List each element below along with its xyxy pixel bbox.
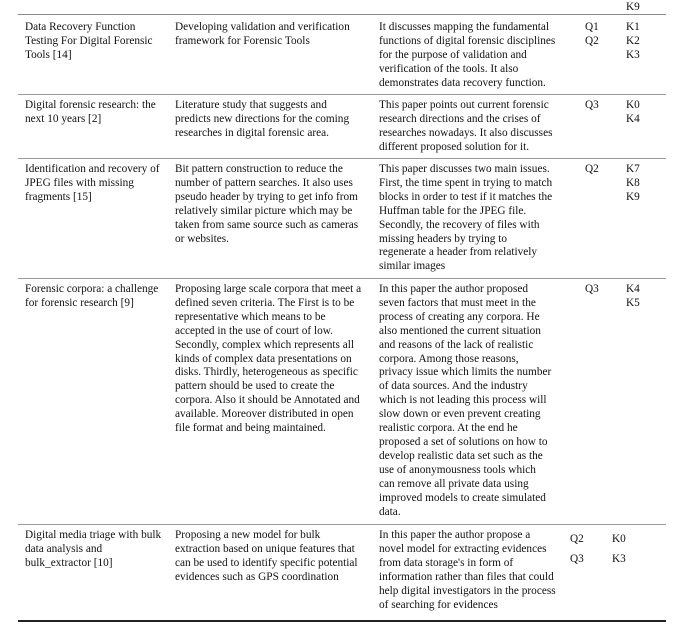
- q-codes: Q1 Q2: [585, 21, 599, 47]
- paper-title: Digital media triage with bulk data analysis and bulk_extractor [10]: [25, 529, 162, 569]
- contribution: Proposing a new model for bulk extraction based on unique features that can be used to identify specific potential evidences such as GPS coordination: [175, 529, 358, 583]
- k-codes: K7 K8 K9: [626, 163, 640, 203]
- contribution: Proposing large scale corpora that meet a defined seven criteria. The First is to be representative which means to be accepted in the use of court of low. Secondly, complex which represents all kinds of complex data presentations on disks. Thirdly, heterogeneous as specific pattern should be used to create the corpora. Also it should be Annotated and available. Moreover distributed in open file format and being maintained.: [175, 283, 362, 435]
- row-divider: [18, 278, 666, 279]
- paper-title: Digital forensic research: the next 10 years [2]: [25, 99, 156, 125]
- summary: In this paper the author propose a novel model for extracting evidences from data storage's in form of information rather than files that could help digital investigators in the process of searching for evidences: [379, 529, 556, 611]
- k-codes: K0 K4: [626, 99, 640, 125]
- row-divider: [18, 158, 666, 159]
- row-divider: [18, 94, 666, 95]
- summary: It discusses mapping the fundamental functions of digital forensic disciplines for the purpose of validation and verification of the tools. It also demonstrates data recovery function.: [379, 21, 556, 89]
- top-rule: [18, 14, 666, 15]
- k-codes: K0 K3: [612, 533, 626, 565]
- k-codes: K1 K2 K3: [626, 21, 640, 61]
- summary: In this paper the author proposed seven factors that must meet in the process of creating any corpora. He also mentioned the current situation and reasons of the lack of realistic corpora. Among those reasons, privacy issue which limits the number of data sources. And the industry which is not leading this process will slow down or even prevent creating realistic corpora. At the end he proposed a set of solutions on how to develop realistic data set such as the use of anonymousness tools which can remove all private data using improved models to create simulated data.: [379, 283, 552, 518]
- q-codes: Q3: [585, 99, 599, 111]
- paper-title: Forensic corpora: a challenge for forensic research [9]: [25, 283, 159, 309]
- summary: This paper discusses two main issues. First, the time spent in trying to match blocks in order to test if it matches the Huffman table for the JPEG file. Secondly, the recovery of files with missing headers by trying to regenerate a header from relatively similar images: [379, 163, 553, 273]
- contribution: Developing validation and verification framework for Forensic Tools: [175, 21, 350, 47]
- contribution: Literature study that suggests and predicts new directions for the coming researches in digital forensic area.: [175, 99, 350, 139]
- paper-title: Identification and recovery of JPEG files with missing fragments [15]: [25, 163, 160, 203]
- row-divider: [18, 524, 666, 525]
- k-codes: K4 K5: [626, 283, 640, 309]
- q-codes: Q3: [585, 283, 599, 295]
- paper-title: Data Recovery Function Testing For Digital Forensic Tools [14]: [25, 21, 153, 61]
- prev-row-k-code: K9: [626, 1, 640, 13]
- table-bottom-rule: [18, 620, 666, 622]
- q-codes: Q2 Q3: [570, 533, 584, 565]
- contribution: Bit pattern construction to reduce the number of pattern searches. It also uses pseudo header by trying to get info from relatively similar picture which may be taken from same source such as cameras or websites.: [175, 163, 359, 245]
- q-codes: Q2: [585, 163, 599, 175]
- summary: This paper points out current forensic research directions and the crises of researches nowadays. It also discusses different proposed solution for it.: [379, 99, 553, 153]
